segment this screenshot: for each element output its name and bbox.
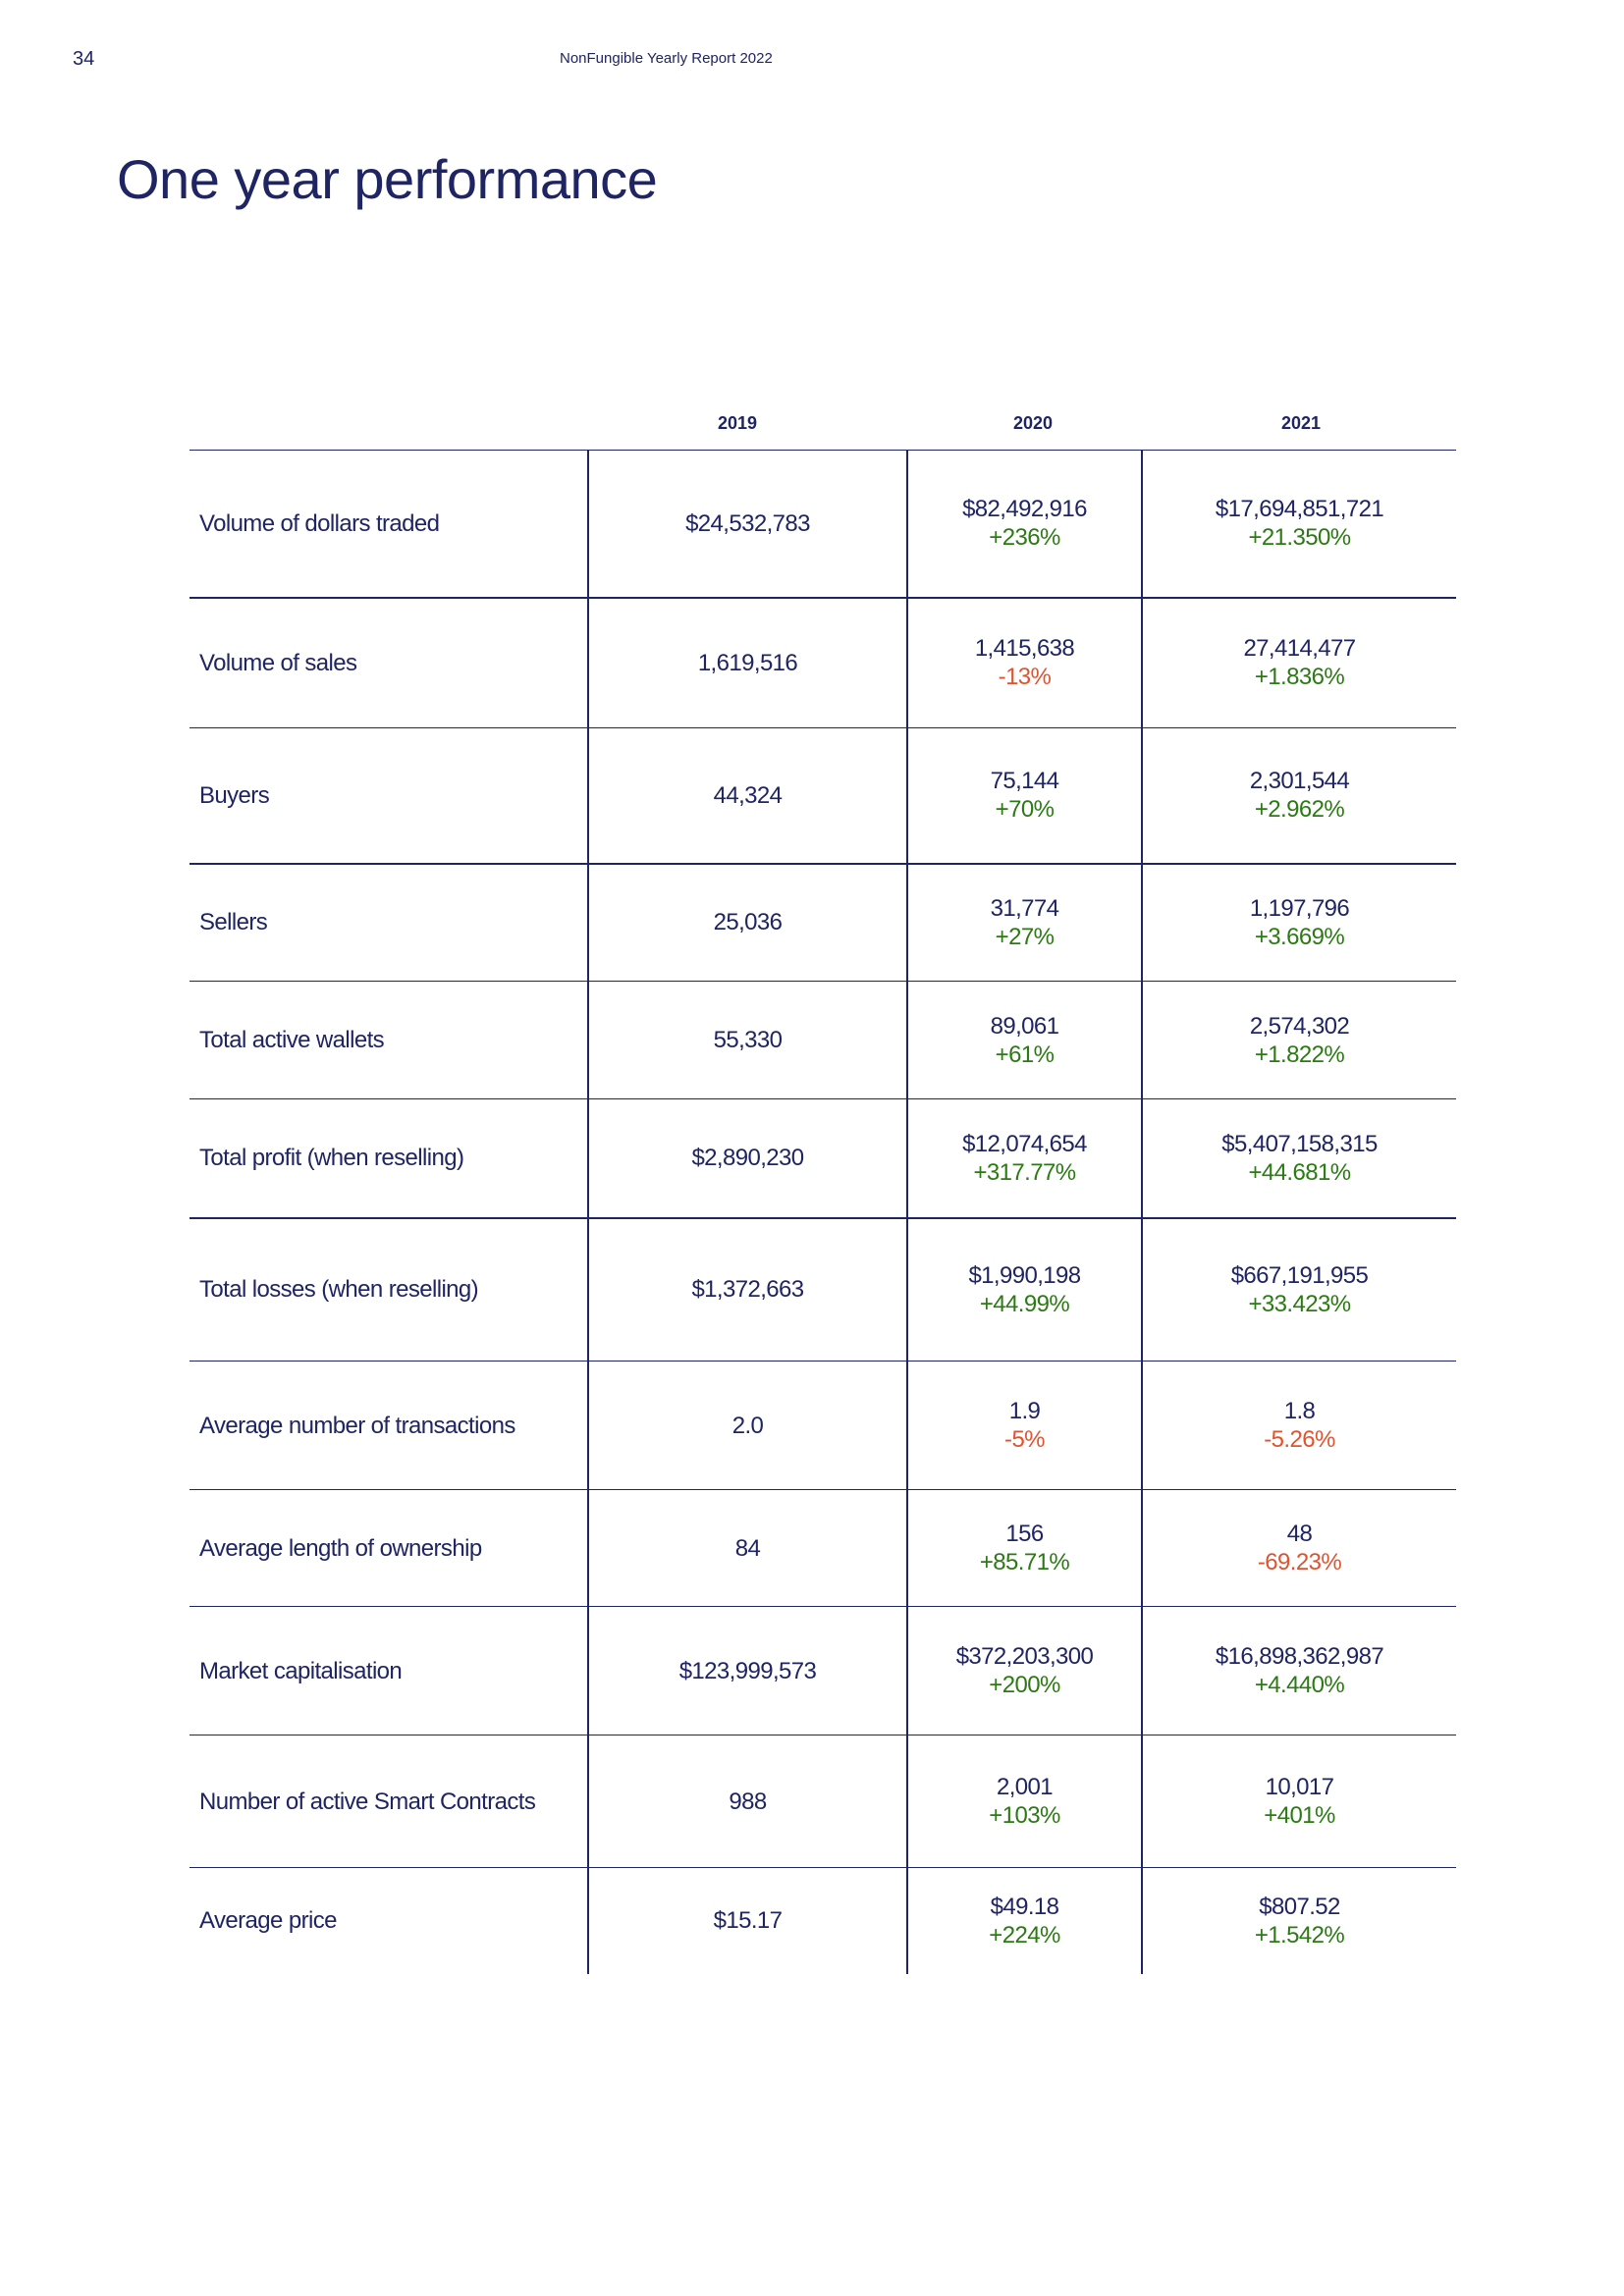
running-header: NonFungible Yearly Report 2022: [560, 50, 773, 67]
cell-2020: [907, 982, 1142, 1099]
cell-2020: [907, 598, 1142, 728]
change-2021: +2.962%: [1254, 796, 1345, 824]
metric-label: Buyers: [189, 728, 588, 864]
change-2021: +1.542%: [1254, 1921, 1345, 1949]
metric-label: Total active wallets: [189, 982, 588, 1099]
value-2021: 1,197,796: [1249, 894, 1350, 922]
value-2020: $1,990,198: [968, 1261, 1081, 1289]
value-2020: $82,492,916: [962, 496, 1087, 523]
change-2020: +224%: [989, 1921, 1060, 1949]
metric-label: Total profit (when reselling): [189, 1099, 588, 1218]
change-2021: -69.23%: [1257, 1549, 1342, 1575]
table-row: [189, 1362, 1456, 1490]
value-2019: 84: [588, 1490, 907, 1607]
cell-2020: [907, 1868, 1142, 1974]
cell-2021: [1142, 864, 1456, 982]
value-2020: $372,203,300: [955, 1643, 1094, 1670]
cell-2020: [907, 1607, 1142, 1735]
table-row: [189, 864, 1456, 982]
metric-label: Average price: [199, 1907, 337, 1935]
cell-2020: [907, 1735, 1142, 1868]
value-2021: 48: [1286, 1521, 1313, 1547]
cell-2020: [907, 1099, 1142, 1218]
cell-2020: [907, 864, 1142, 982]
change-2021: +4.440%: [1254, 1672, 1345, 1698]
change-2020: -5%: [1004, 1426, 1045, 1453]
table-header: [189, 398, 1456, 451]
value-2021: $16,898,362,987: [1215, 1643, 1384, 1670]
value-2019: $2,890,230: [588, 1099, 907, 1218]
cell-2020: [907, 1362, 1142, 1490]
change-2020: +317.77%: [973, 1158, 1076, 1186]
change-2021: +33.423%: [1248, 1290, 1351, 1317]
table-body: [189, 451, 1456, 1974]
value-2020: 89,061: [990, 1012, 1059, 1040]
value-2019: $1,372,663: [588, 1218, 907, 1362]
page-title: One year performance: [117, 148, 658, 210]
cell-2021: [1142, 1607, 1456, 1735]
header-2020: 2020: [907, 398, 1142, 451]
cell-2021: [1142, 598, 1456, 728]
value-2021: 2,301,544: [1249, 768, 1350, 795]
value-2019: 1,619,516: [588, 598, 907, 728]
value-2021: $5,407,158,315: [1221, 1130, 1378, 1157]
change-2021: +44.681%: [1248, 1158, 1351, 1186]
change-2020: -13%: [998, 664, 1052, 691]
performance-table: [189, 398, 1456, 1974]
table-row: [189, 1735, 1456, 1868]
cell-2020: [907, 1490, 1142, 1607]
value-2021: $667,191,955: [1230, 1261, 1369, 1289]
table-row: [189, 1868, 1456, 1974]
value-2019: $15.17: [588, 1868, 907, 1974]
change-2021: -5.26%: [1264, 1426, 1335, 1453]
change-2021: +21.350%: [1248, 524, 1351, 552]
table-row: [189, 598, 1456, 728]
change-2020: +44.99%: [979, 1290, 1070, 1317]
cell-2021: [1142, 1735, 1456, 1868]
change-2020: +27%: [995, 923, 1055, 950]
cell-2021: [1142, 1218, 1456, 1362]
cell-2020: [907, 1218, 1142, 1362]
header-metric: [189, 398, 588, 451]
value-2021: 27,414,477: [1243, 635, 1356, 663]
change-2021: +401%: [1264, 1802, 1335, 1829]
change-2020: +70%: [995, 796, 1055, 824]
value-2019: $24,532,783: [588, 451, 907, 598]
metric-label: Sellers: [189, 864, 588, 982]
change-2020: +61%: [995, 1041, 1055, 1068]
header-2019: 2019: [588, 398, 907, 451]
header-2021: 2021: [1142, 398, 1456, 451]
cell-2021: [1142, 1099, 1456, 1218]
table-row: [189, 1218, 1456, 1362]
cell-2021: [1142, 1490, 1456, 1607]
value-2020: 75,144: [990, 768, 1059, 795]
table-row: [189, 1607, 1456, 1735]
value-2021: 10,017: [1265, 1774, 1334, 1800]
value-2021: $807.52: [1259, 1893, 1340, 1920]
table-row: [189, 1490, 1456, 1607]
change-2021: +3.669%: [1254, 923, 1345, 950]
value-2020: 31,774: [990, 894, 1059, 922]
page-number: 34: [73, 48, 95, 70]
value-2020: 156: [1005, 1521, 1044, 1547]
value-2019: 2.0: [588, 1362, 907, 1490]
metric-label: Market capitalisation: [189, 1607, 588, 1735]
table-row: [189, 982, 1456, 1099]
value-2021: $17,694,851,721: [1215, 496, 1384, 523]
value-2019: 988: [588, 1735, 907, 1868]
value-2019: 25,036: [588, 864, 907, 982]
table-row: [189, 728, 1456, 864]
value-2019: 44,324: [588, 728, 907, 864]
value-2020: 1.9: [1008, 1398, 1041, 1424]
value-2019: $123,999,573: [588, 1607, 907, 1735]
change-2020: +85.71%: [979, 1549, 1070, 1575]
cell-2021: [1142, 1868, 1456, 1974]
cell-2020: [907, 728, 1142, 864]
value-2019: 55,330: [588, 982, 907, 1099]
value-2021: 1.8: [1283, 1398, 1316, 1424]
cell-2021: [1142, 1362, 1456, 1490]
change-2020: +200%: [989, 1672, 1060, 1698]
change-2020: +103%: [989, 1802, 1060, 1829]
header-row: [189, 398, 1456, 451]
metric-label: Number of active Smart Contracts: [189, 1735, 588, 1868]
change-2021: +1.836%: [1254, 664, 1345, 691]
metric-label: Volume of dollars traded: [189, 451, 588, 598]
cell-2021: [1142, 451, 1456, 598]
cell-2020: [907, 451, 1142, 598]
value-2020: 1,415,638: [974, 635, 1075, 663]
value-2021: 2,574,302: [1249, 1012, 1350, 1040]
metric-label: Total losses (when reselling): [189, 1218, 588, 1362]
cell-2021: [1142, 728, 1456, 864]
metric-label: Volume of sales: [189, 598, 588, 728]
metric-label: Average number of transactions: [189, 1362, 588, 1490]
table-row: [189, 1099, 1456, 1218]
value-2020: 2,001: [996, 1774, 1054, 1800]
metric-label: Average length of ownership: [189, 1490, 588, 1607]
table-row: [189, 451, 1456, 598]
value-2020: $49.18: [990, 1893, 1059, 1920]
change-2020: +236%: [989, 524, 1060, 552]
cell-2021: [1142, 982, 1456, 1099]
change-2021: +1.822%: [1254, 1041, 1345, 1068]
value-2020: $12,074,654: [962, 1130, 1087, 1157]
